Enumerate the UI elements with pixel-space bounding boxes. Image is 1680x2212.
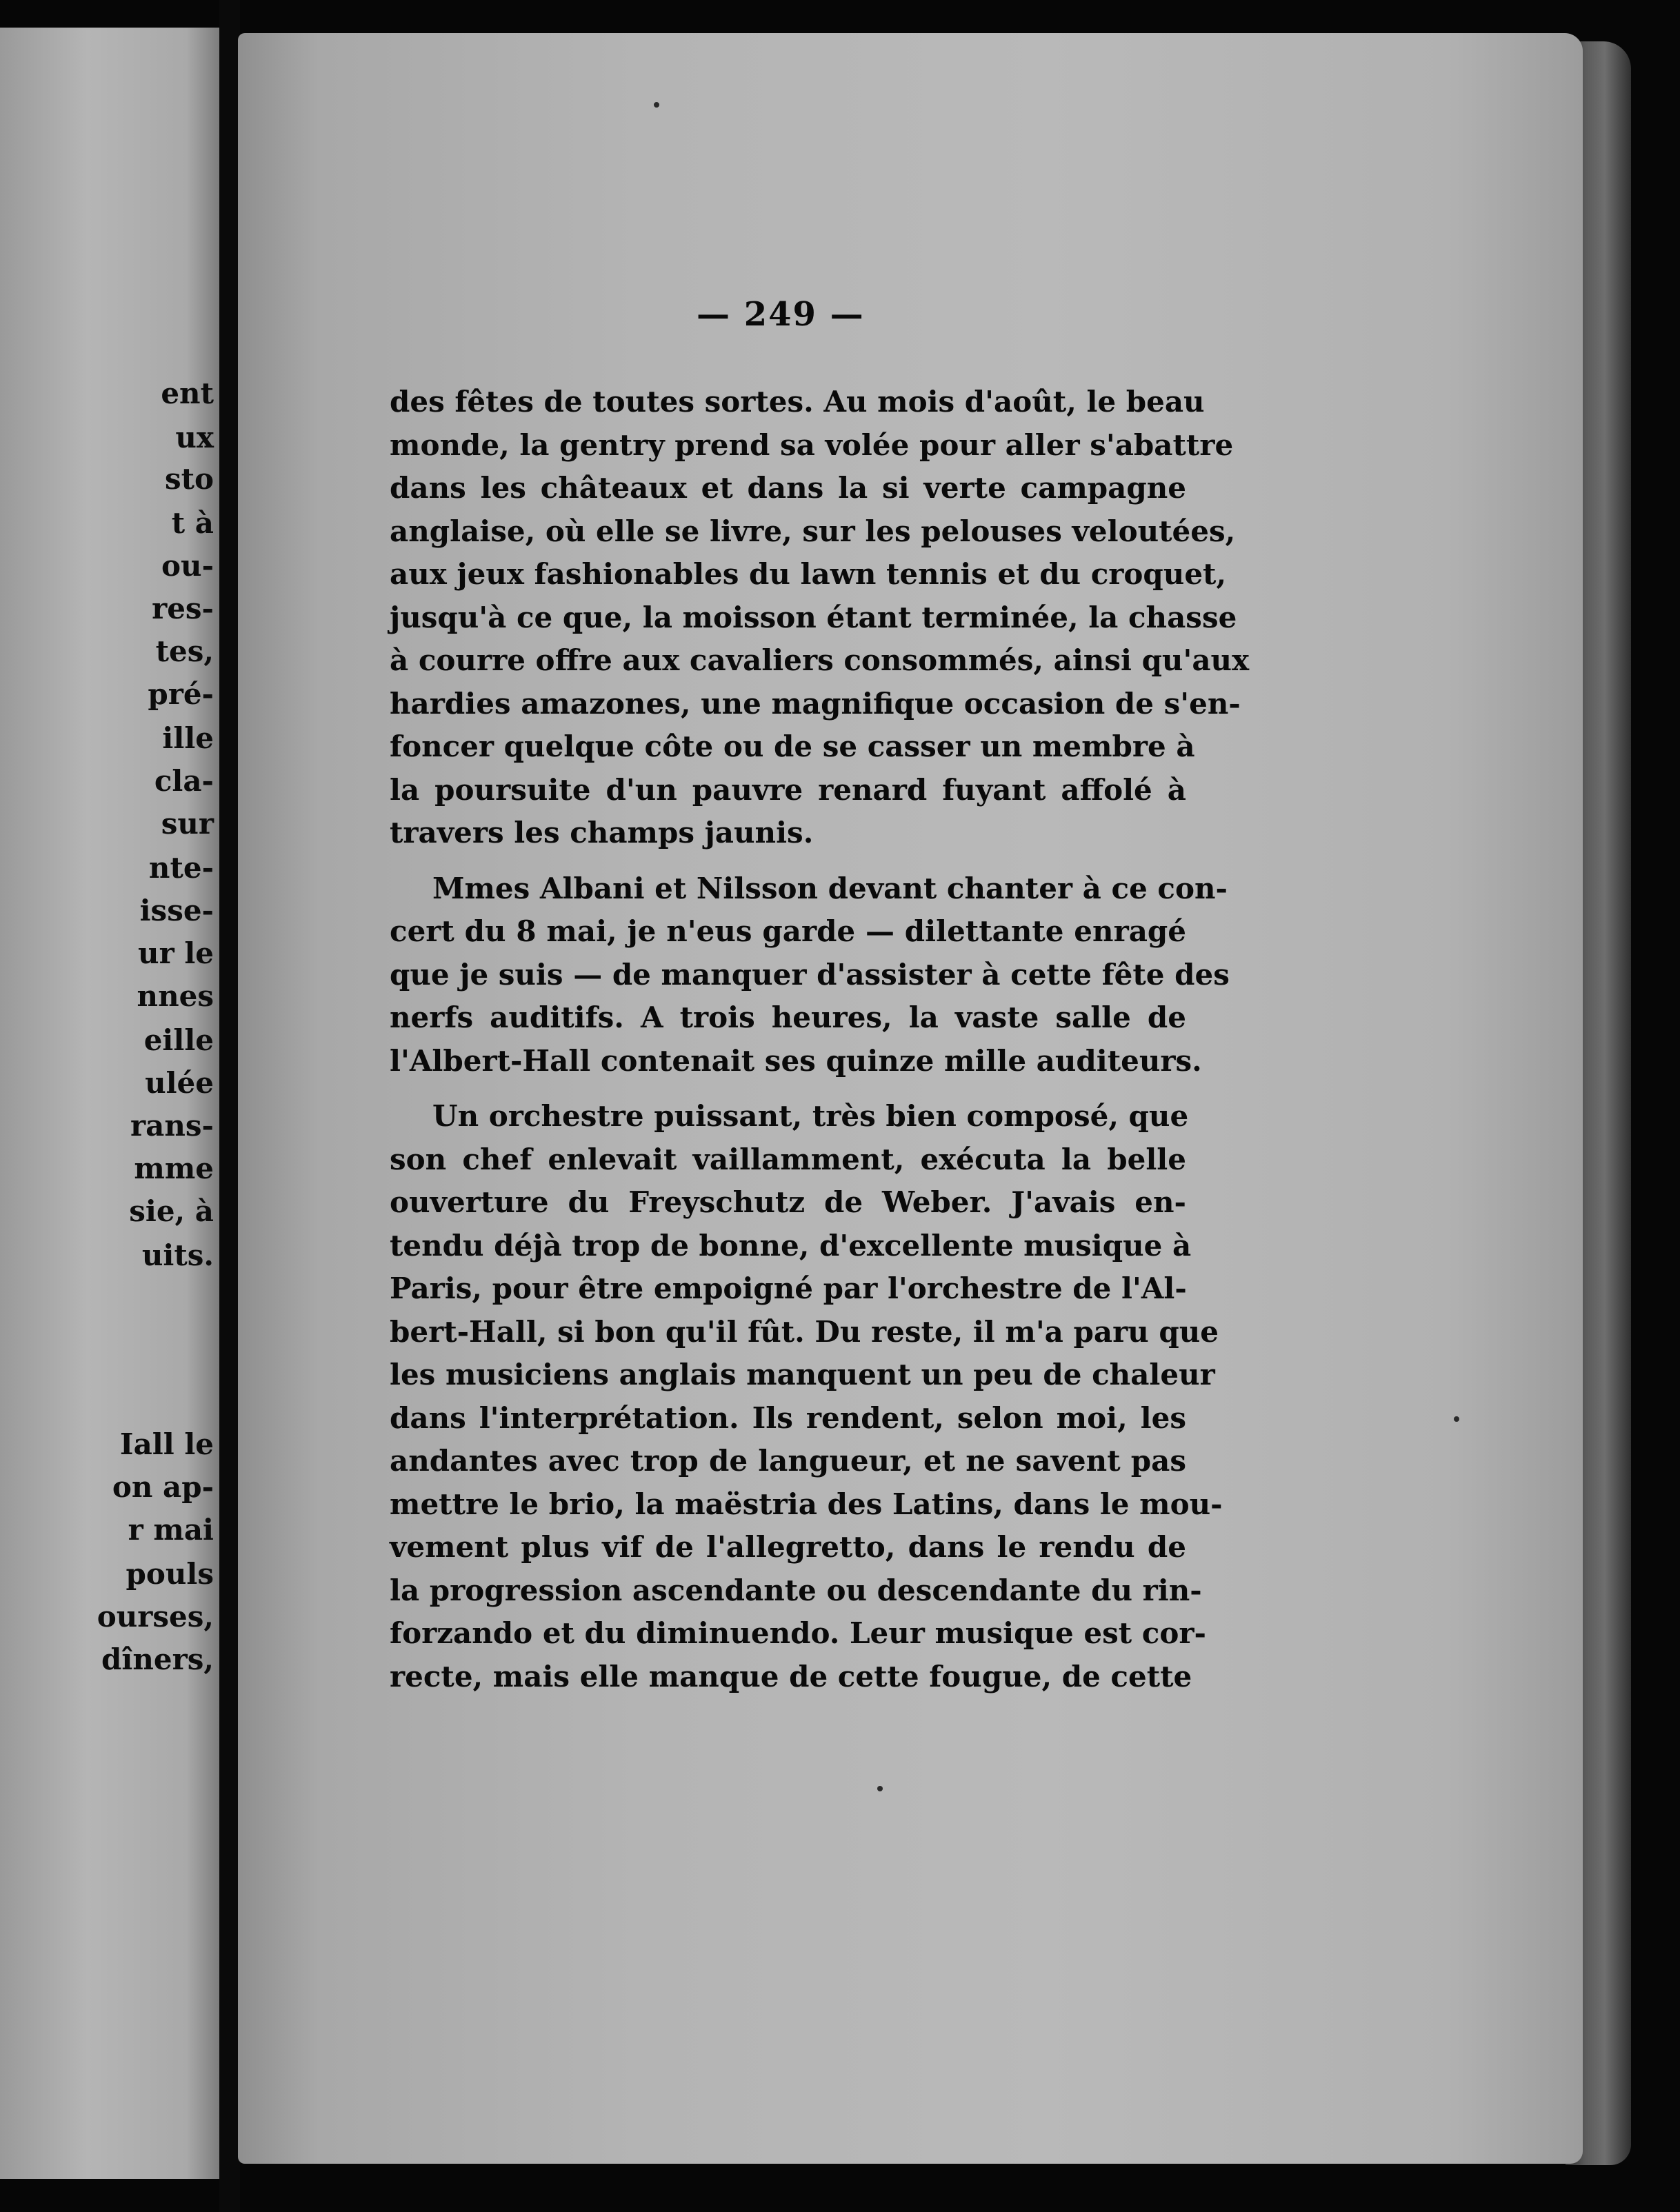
text-line: Un orchestre puissant, très bien composé, que	[432, 1099, 1189, 1133]
text-line: andantes avec trop de langueur, et ne savent pas	[390, 1444, 1186, 1478]
previous-page-line-fragment: sie, à	[129, 1194, 214, 1228]
previous-page-line-fragment: ent	[161, 376, 214, 410]
previous-page-line-fragment: ille	[162, 721, 214, 755]
previous-page-line-fragment: ur le	[138, 936, 214, 970]
previous-page-line-fragment: pré-	[148, 677, 214, 711]
text-line: Mmes Albani et Nilsson devant chanter à ce con-	[432, 871, 1228, 905]
previous-page-line-fragment: sur	[161, 807, 214, 841]
text-line: nerfs auditifs. A trois heures, la vaste salle de	[390, 1001, 1186, 1034]
text-line: l'Albert-Hall contenait ses quinze mille auditeurs.	[390, 1043, 1202, 1078]
previous-page-line-fragment: ux	[175, 421, 214, 454]
previous-page-line-fragment: Iall le	[119, 1427, 214, 1461]
previous-page-line-fragment: uits.	[141, 1238, 214, 1272]
previous-page-line-fragment: r mai	[128, 1513, 214, 1547]
text-line: dans les châteaux et dans la si verte campagne	[390, 471, 1186, 505]
previous-page-line-fragment: pouls	[126, 1557, 214, 1591]
text-line: bert-Hall, si bon qu'il fût. Du reste, il m'a paru que	[390, 1314, 1219, 1349]
text-line: jusqu'à ce que, la moisson étant terminée, la chasse	[390, 600, 1237, 634]
text-line: les musiciens anglais manquent un peu de chaleur	[390, 1358, 1215, 1391]
print-speck	[1454, 1416, 1459, 1422]
text-line: son chef enlevait vaillamment, exécuta la belle	[390, 1142, 1186, 1176]
text-line: aux jeux fashionables du lawn tennis et du croquet,	[390, 557, 1227, 591]
text-line: cert du 8 mai, je n'eus garde — dilettante enragé	[390, 914, 1186, 948]
previous-page-line-fragment: sto	[164, 462, 214, 496]
text-line: dans l'interprétation. Ils rendent, selon moi, les	[390, 1400, 1186, 1435]
previous-page-line-fragment: cla-	[154, 764, 214, 798]
text-line: la poursuite d'un pauvre renard fuyant affolé à	[390, 772, 1186, 807]
previous-page-line-fragment: isse-	[139, 894, 214, 927]
previous-page-line-fragment: rans-	[130, 1109, 214, 1143]
text-line: forzando et du diminuendo. Leur musique est cor-	[390, 1616, 1206, 1650]
previous-page-fragment	[0, 28, 222, 2179]
previous-page-line-fragment: t à	[171, 506, 214, 540]
previous-page-line-fragment: ulée	[145, 1066, 214, 1100]
previous-page-line-fragment: ou-	[161, 549, 214, 583]
page-number: — 249 —	[697, 295, 865, 334]
text-line: Paris, pour être empoigné par l'orchestre de l'Al-	[390, 1271, 1187, 1305]
previous-page-line-fragment: nnes	[137, 979, 214, 1013]
text-line: ouverture du Freyschutz de Weber. J'avais en-	[390, 1185, 1186, 1219]
text-line: des fêtes de toutes sortes. Au mois d'août, le beau	[390, 385, 1205, 419]
previous-page-line-fragment: eille	[143, 1023, 214, 1057]
previous-page-line-fragment: nte-	[148, 851, 214, 885]
text-line: vement plus vif de l'allegretto, dans le rendu de	[390, 1530, 1186, 1564]
text-line: monde, la gentry prend sa volée pour aller s'abattre	[390, 428, 1234, 462]
text-line: mettre le brio, la maëstria des Latins, dans le mou-	[390, 1487, 1223, 1521]
previous-page-line-fragment: on ap-	[112, 1470, 214, 1504]
text-line: anglaise, où elle se livre, sur les pelouses veloutées,	[390, 514, 1236, 548]
paragraph-gap	[390, 855, 1186, 867]
page-body-text	[390, 381, 1250, 1698]
text-line: foncer quelque côte ou de se casser un membre à	[390, 730, 1195, 763]
print-speck	[877, 1786, 883, 1791]
text-line: hardies amazones, une magnifique occasion de s'en-	[390, 686, 1241, 721]
text-line: recte, mais elle manque de cette fougue, de cette	[390, 1659, 1192, 1693]
text-line: que je suis — de manquer d'assister à cette fête des	[390, 957, 1230, 992]
previous-page-line-fragment: tes,	[155, 634, 214, 668]
previous-page-line-fragment: ourses,	[97, 1600, 214, 1633]
previous-page-line-fragment: dîners,	[101, 1642, 214, 1676]
text-line: à courre offre aux cavaliers consommés, ainsi qu'aux	[390, 643, 1250, 677]
print-speck	[654, 102, 659, 108]
previous-page-line-fragment: res-	[152, 592, 214, 625]
text-line: la progression ascendante ou descendante du rin-	[390, 1573, 1202, 1607]
text-line: travers les champs jaunis.	[390, 816, 814, 849]
text-line: tendu déjà trop de bonne, d'excellente musique à	[390, 1228, 1192, 1263]
book-gutter	[219, 0, 240, 2212]
paragraph-gap	[390, 1083, 1186, 1095]
previous-page-line-fragment: mme	[134, 1152, 214, 1185]
